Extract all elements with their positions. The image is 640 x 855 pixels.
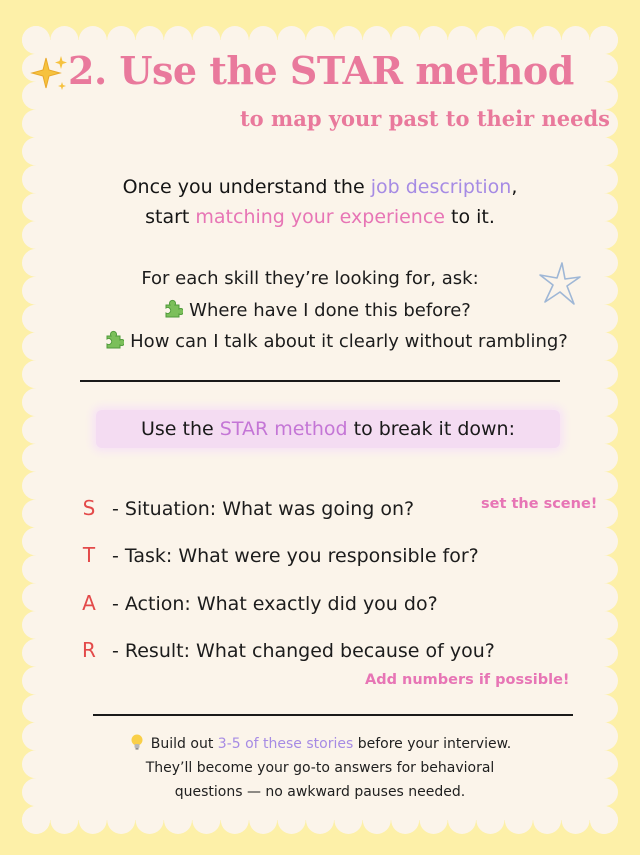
divider — [80, 380, 560, 382]
matching-experience-highlight: matching your experience — [195, 206, 445, 228]
star-description: - Result: What changed because of you? — [112, 640, 495, 662]
star-letter: R — [82, 638, 96, 662]
footer-text: Build out — [150, 736, 218, 752]
intro-text: , — [511, 176, 518, 198]
intro-line-1 — [0, 172, 640, 202]
footer-text: before your interview. — [353, 736, 512, 752]
puzzle-icon — [163, 299, 183, 319]
banner-text: Use the — [141, 418, 220, 440]
star-row-action — [78, 587, 438, 619]
question-item — [16, 327, 640, 357]
star-row-task — [78, 539, 479, 571]
stories-highlight: 3-5 of these stories — [217, 736, 354, 752]
skill-prompt: For each skill they’re looking for, ask: — [141, 268, 479, 289]
add-numbers-note: Add numbers if possible! — [365, 672, 570, 688]
star-row-situation — [78, 492, 414, 524]
job-description-highlight: job description — [370, 176, 512, 198]
star-method-banner — [96, 410, 560, 448]
intro-line-2 — [0, 202, 640, 232]
banner-text: to break it down: — [347, 418, 515, 440]
star-row-result — [78, 634, 495, 666]
star-description: - Action: What exactly did you do? — [112, 593, 438, 615]
star-letter: S — [82, 496, 96, 520]
page-subtitle: to map your past to their needs — [239, 106, 610, 131]
star-letter: T — [82, 543, 96, 567]
star-method-highlight: STAR method — [219, 418, 348, 440]
divider — [93, 714, 573, 716]
star-description: - Situation: What was going on? — [112, 498, 415, 520]
star-outline-icon — [538, 260, 582, 308]
sparkles-icon — [30, 52, 70, 96]
lightbulb-icon — [129, 733, 145, 751]
set-the-scene-note: set the scene! — [481, 496, 598, 512]
star-description: - Task: What were you responsible for? — [112, 545, 479, 567]
footer-line-1 — [0, 732, 640, 757]
question-text: Where have I done this before? — [189, 300, 471, 321]
question-text: How can I talk about it clearly without rambling? — [130, 331, 568, 352]
star-letter: A — [82, 591, 96, 615]
intro-text: to it. — [444, 206, 495, 228]
page-title: 2. Use the STAR method — [68, 48, 574, 93]
footer-line-3: questions — no awkward pauses needed. — [174, 784, 466, 800]
intro-text: Once you understand the — [122, 176, 371, 198]
intro-text: start — [145, 206, 196, 228]
footer-line-2: They’ll become your go-to answers for behavioral — [145, 760, 495, 776]
puzzle-icon — [104, 330, 124, 350]
